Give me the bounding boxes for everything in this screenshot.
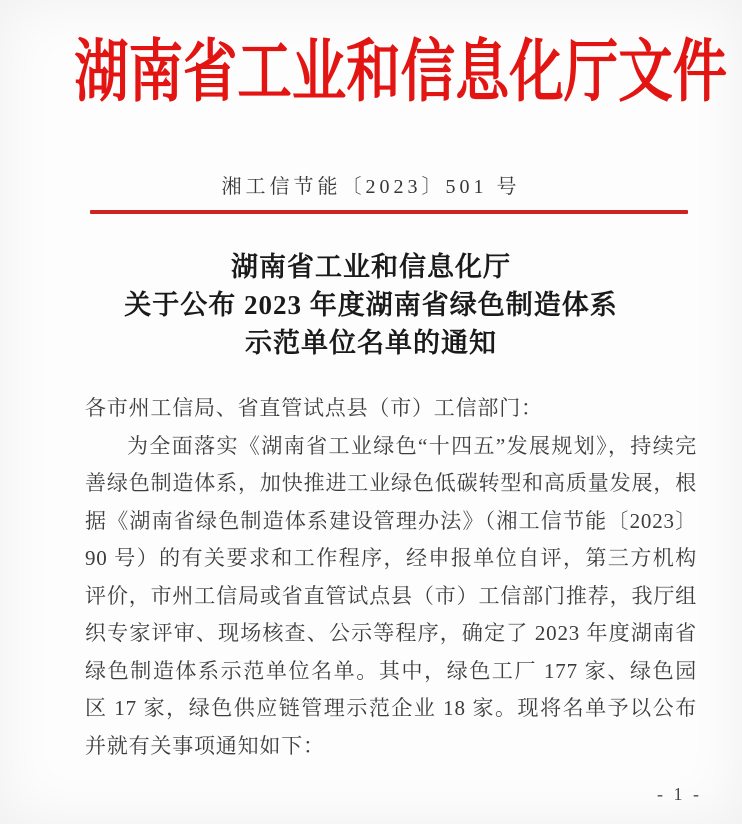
notice-title: [0, 248, 742, 362]
body-paragraph: 为全面落实《湖南省工业绿色“十四五”发展规划》，持续完善绿色制造体系，加快推进工业绿色低碳转型和高质量发展，根据《湖南省绿色制造体系建设管理办法》（湘工信节能〔2023〕90 号）的有关要求和工作程序，经申报单位自评，第三方机构评价，市州工信局或省直管试点县（市）工信部门推荐，我厅组织专家评审、现场核查、公示等程序，确定了 2023 年度湖南省绿色制造体系示范单位名单。其中，绿色工厂 177 家、绿色园区 17 家，绿色供应链管理示范企业 18 家。现将名单予以公布并就有关事项通知如下：: [85, 433, 697, 758]
salutation-line: 各市州工信局、省直管试点县（市）工信部门：: [85, 396, 543, 420]
page-number: - 1 -: [657, 784, 702, 804]
notice-title-line-1: 湖南省工业和信息化厅: [231, 252, 511, 282]
notice-title-line-3: 示范单位名单的通知: [245, 328, 497, 358]
letterhead-org-title: 湖南省工业和信息化厅文件: [74, 34, 728, 110]
document-number: 湘工信节能〔2023〕501 号: [221, 176, 521, 198]
red-separator-line: [90, 210, 688, 214]
notice-title-line-2: 关于公布 2023 年度湖南省绿色制造体系: [124, 290, 618, 320]
document-body: [85, 390, 697, 765]
